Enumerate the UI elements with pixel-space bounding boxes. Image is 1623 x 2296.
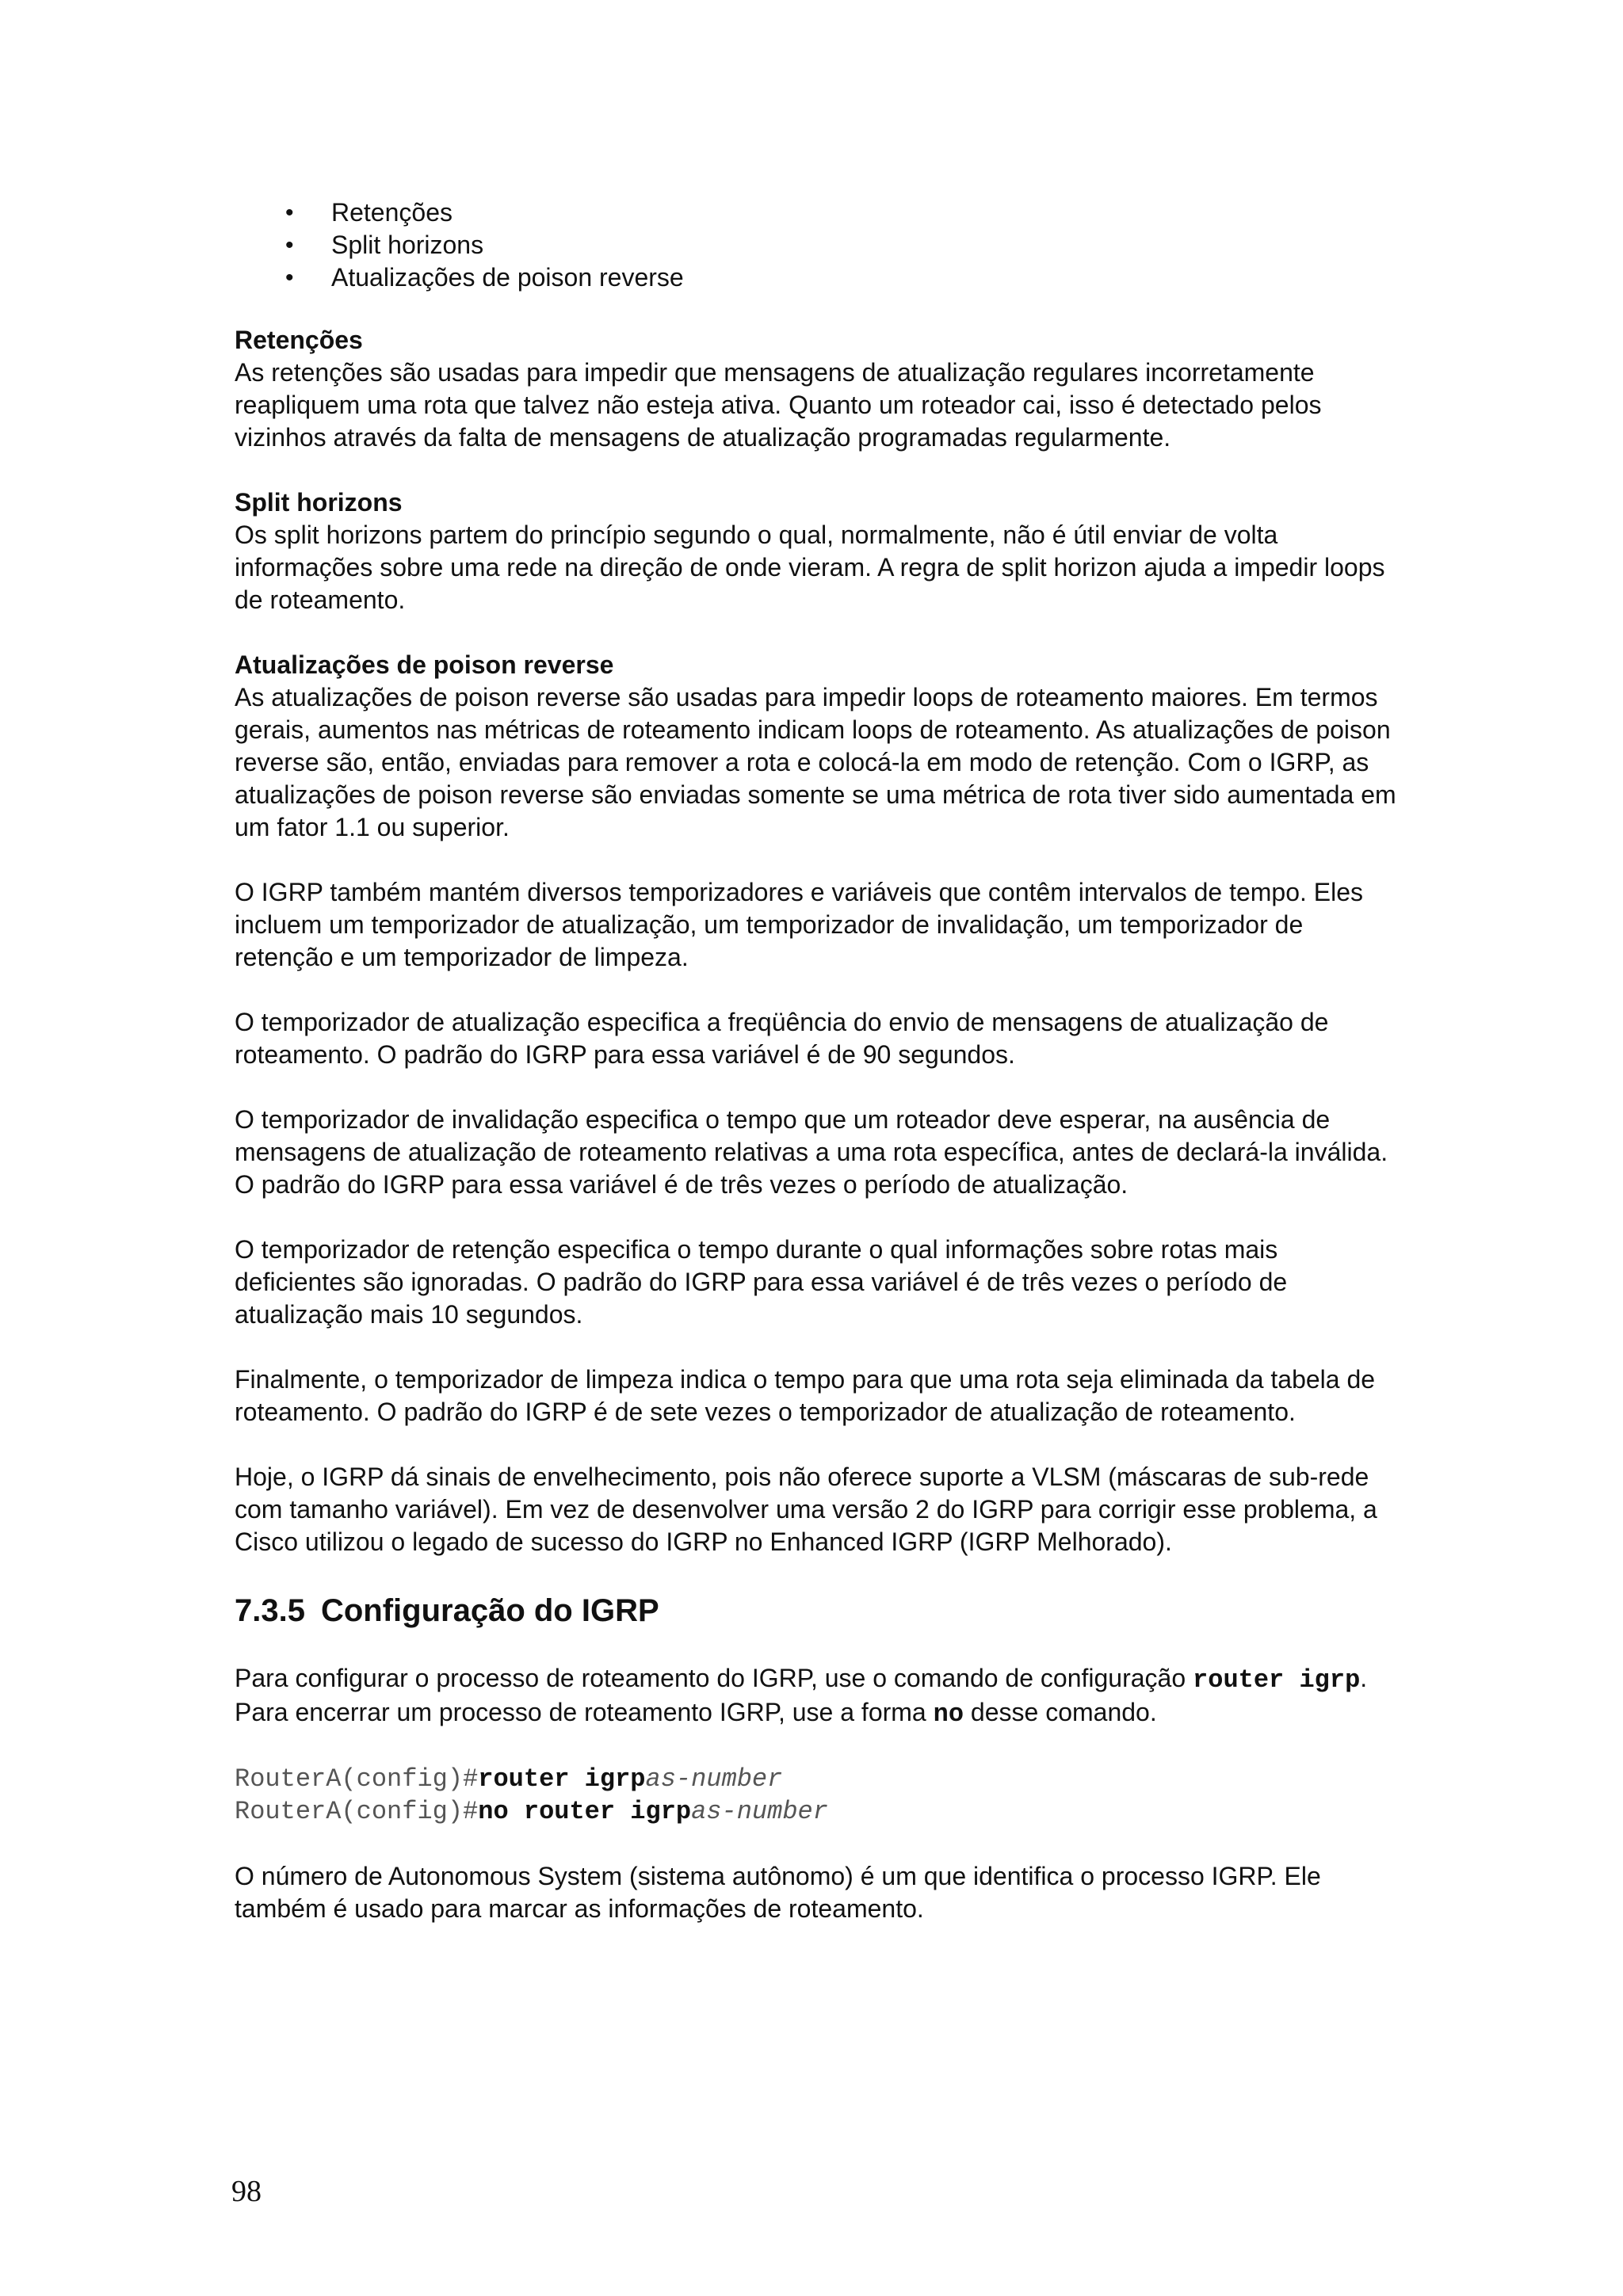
- paragraph: O temporizador de invalidação especifica o tempo que um roteador deve esperar, na ausência de mensagens de atualização de roteamento relativas a uma rota específica, antes de declará-la inválida. O padrão do IGRP para essa variável é de três vezes o período de atualização.: [235, 1105, 1388, 1199]
- list-item: • Split horizons: [235, 229, 1400, 261]
- bullet-icon: •: [285, 232, 294, 258]
- section-title: [235, 1591, 1400, 1630]
- bullet-icon: •: [285, 200, 294, 226]
- code-line: RouterA(config)#no router igrpas-number: [235, 1797, 828, 1826]
- inline-command: router igrp: [1193, 1665, 1361, 1695]
- section-poison-reverse: [235, 649, 1400, 844]
- paragraph: O temporizador de retenção especifica o tempo durante o qual informações sobre rotas mais deficientes são ignoradas. O padrão do IGRP para essa variável é de três vezes o período de atualização mais 10 segundos.: [235, 1235, 1288, 1329]
- section-heading: Retenções: [235, 326, 363, 354]
- section-heading: Atualizações de poison reverse: [235, 650, 614, 679]
- code-block: [235, 1763, 1400, 1828]
- section-number: 7.3.5: [235, 1593, 305, 1628]
- section-heading: Split horizons: [235, 488, 403, 517]
- list-item: • Retenções: [235, 196, 1400, 229]
- list-item: • Atualizações de poison reverse: [235, 261, 1400, 294]
- page-number: 98: [231, 2175, 262, 2208]
- code-line: RouterA(config)#router igrpas-number: [235, 1764, 783, 1794]
- section-retencoes: [235, 324, 1400, 454]
- config-intro-paragraph: Para configurar o processo de roteamento do IGRP, use o comando de configuração router igrp. Para encerrar um processo de roteamento IGRP, use a forma no desse comando.: [235, 1664, 1368, 1729]
- paragraph: Finalmente, o temporizador de limpeza indica o tempo para que uma rota seja eliminada da tabela de roteamento. O padrão do IGRP é de sete vezes o temporizador de atualização de roteamento.: [235, 1365, 1376, 1426]
- paragraph: Hoje, o IGRP dá sinais de envelhecimento, pois não oferece suporte a VLSM (máscaras de sub-rede com tamanho variável). Em vez de desenvolver uma versão 2 do IGRP para corrigir esse problema, a Cisco utilizou o legado de sucesso do IGRP no Enhanced IGRP (IGRP Melhorado).: [235, 1463, 1377, 1556]
- bullet-icon: •: [285, 265, 294, 291]
- bullet-list: [235, 196, 1400, 294]
- section-split-horizons: [235, 486, 1400, 616]
- paragraph: O temporizador de atualização especifica a freqüência do envio de mensagens de atualização de roteamento. O padrão do IGRP para essa variável é de 90 segundos.: [235, 1008, 1329, 1069]
- paragraph: Os split horizons partem do princípio segundo o qual, normalmente, não é útil enviar de volta informações sobre uma rede na direção de onde vieram. A regra de split horizon ajuda a impedir loops de roteamento.: [235, 521, 1385, 614]
- inline-command: no: [933, 1699, 964, 1729]
- paragraph: O número de Autonomous System (sistema autônomo) é um que identifica o processo IGRP. Ele também é usado para marcar as informações de roteamento.: [235, 1862, 1321, 1923]
- paragraph: As retenções são usadas para impedir que mensagens de atualização regulares incorretamente reapliquem uma rota que talvez não esteja ativa. Quanto um roteador cai, isso é detectado pelos vizinhos através da falta de mensagens de atualização programadas regularmente.: [235, 358, 1322, 452]
- paragraph: As atualizações de poison reverse são usadas para impedir loops de roteamento maiores. Em termos gerais, aumentos nas métricas de roteamento indicam loops de roteamento. As atualizações de poison reverse são, então, enviadas para remover a rota e colocá-la em modo de retenção. Com o IGRP, as atualizações de poison reverse são enviadas somente se uma métrica de rota tiver sido aumentada em um fator 1.1 ou superior.: [235, 683, 1396, 841]
- section-title-text: Configuração do IGRP: [320, 1593, 659, 1628]
- document-page: [235, 196, 1400, 1958]
- paragraph: O IGRP também mantém diversos temporizadores e variáveis que contêm intervalos de tempo. Eles incluem um temporizador de atualização, um temporizador de invalidação, um temporizador de retenção e um temporizador de limpeza.: [235, 878, 1364, 971]
